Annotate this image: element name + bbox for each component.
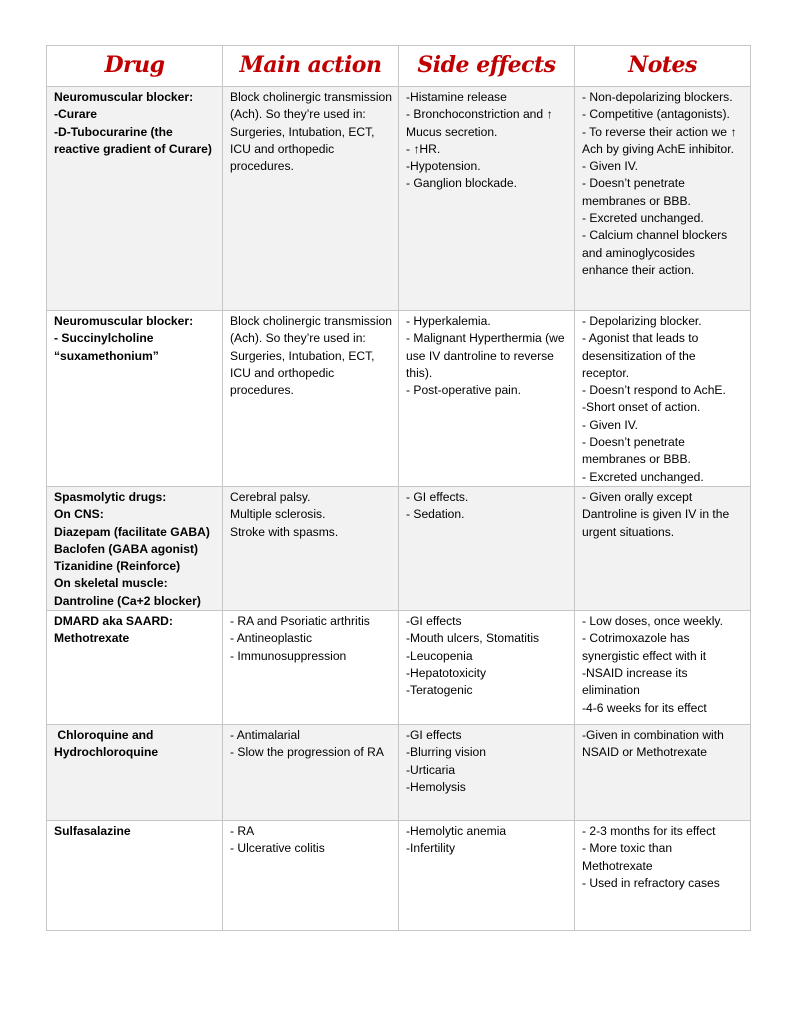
side-effects-cell	[399, 821, 575, 931]
side-effects-cell	[399, 725, 575, 821]
header-drug: Drug	[47, 46, 223, 87]
cell-line: -Teratogenic	[406, 683, 473, 698]
cell-line: - GI effects.	[406, 489, 469, 504]
cell-line: - Antineoplastic	[230, 631, 313, 646]
notes-cell	[575, 87, 751, 311]
cell-line: -Infertility	[406, 841, 456, 856]
cell-line: - Ganglion blockade.	[406, 176, 517, 191]
cell-line: -Curare	[54, 107, 98, 122]
cell-line: -Leucopenia	[406, 648, 473, 663]
cell-line: -NSAID increase its elimination	[582, 665, 691, 698]
cell-line: Surgeries, Intubation, ECT, ICU and orthopedic procedures.	[230, 348, 378, 398]
drug-cell	[47, 311, 223, 487]
cell-line: -Urticaria	[406, 762, 456, 777]
cell-line: -Hemolytic anemia	[406, 824, 507, 839]
cell-line: - Antimalarial	[230, 728, 300, 743]
cell-line: On skeletal muscle:	[54, 576, 168, 591]
cell-line: Spasmolytic drugs:	[54, 489, 167, 504]
header-side-effects: Side effects	[399, 46, 575, 87]
main-action-cell	[223, 311, 399, 487]
notes-cell	[575, 821, 751, 931]
side-effects-cell	[399, 611, 575, 725]
cell-line: - Sedation.	[406, 507, 465, 522]
drug-cell	[47, 821, 223, 931]
cell-line: - Doesn’t penetrate membranes or BBB.	[582, 435, 691, 467]
cell-line: Stroke with spasms.	[230, 524, 339, 539]
cell-line: -GI effects	[406, 614, 462, 629]
side-effects-cell	[399, 486, 575, 610]
cell-line: Neuromuscular blocker:	[54, 90, 194, 104]
main-action-cell	[223, 821, 399, 931]
side-effects-cell	[399, 311, 575, 487]
table-row	[47, 311, 751, 487]
cell-line: - Excreted unchanged.	[582, 469, 704, 484]
cell-line: Diazepam (facilitate GABA)	[54, 524, 210, 539]
cell-line: - 2-3 months for its effect	[582, 824, 716, 839]
header-row	[47, 46, 751, 87]
header-main-action: Main action	[223, 46, 399, 87]
cell-line: -Blurring vision	[406, 745, 486, 760]
header-notes: Notes	[575, 46, 751, 87]
drug-cell	[47, 87, 223, 311]
notes-cell	[575, 486, 751, 610]
cell-line: Dantroline (Ca+2 blocker)	[54, 593, 201, 608]
cell-line: Neuromuscular blocker:	[54, 314, 194, 328]
cell-line: Sulfasalazine	[54, 824, 131, 839]
cell-line: - RA	[230, 824, 255, 839]
table-body	[47, 87, 751, 931]
cell-line: - Hyperkalemia.	[406, 314, 491, 328]
cell-line: -Mouth ulcers, Stomatitis	[406, 631, 540, 646]
cell-line: - Malignant Hyperthermia (we use IV dantroline to reverse this).	[406, 331, 568, 380]
table-row	[47, 725, 751, 821]
cell-line: - Low doses, once weekly.	[582, 614, 723, 629]
cell-line: - Given orally except Dantroline is given IV in the urgent situations.	[582, 489, 733, 539]
cell-line: - ↑HR.	[406, 141, 441, 156]
cell-line: - Agonist that leads to desensitization of the receptor.	[582, 331, 702, 380]
notes-cell	[575, 311, 751, 487]
cell-line: - Excreted unchanged.	[582, 211, 704, 226]
cell-line: DMARD aka SAARD:	[54, 614, 173, 629]
cell-line: - Depolarizing blocker.	[582, 314, 702, 328]
cell-line: - Post-operative pain.	[406, 383, 521, 398]
cell-line: Surgeries, Intubation, ECT, ICU and orthopedic procedures.	[230, 124, 378, 174]
side-effects-cell	[399, 87, 575, 311]
cell-line: -GI effects	[406, 728, 462, 743]
cell-line: - Doesn’t respond to AchE.	[582, 383, 726, 398]
cell-line: -4-6 weeks for its effect	[582, 700, 707, 715]
cell-line: - Calcium channel blockers and aminoglycosides enhance their action.	[582, 228, 731, 277]
cell-line: - Cotrimoxazole has synergistic effect with it	[582, 631, 707, 663]
cell-line: - Doesn’t penetrate membranes or BBB.	[582, 176, 691, 208]
drug-cell	[47, 725, 223, 821]
cell-line: Methotrexate	[54, 631, 130, 646]
cell-line: -Histamine release	[406, 90, 507, 104]
main-action-cell	[223, 486, 399, 610]
cell-line: - Succinylcholine “suxamethonium”	[54, 331, 159, 363]
cell-line: Tizanidine (Reinforce)	[54, 559, 181, 574]
cell-line: - Ulcerative colitis	[230, 841, 325, 856]
notes-cell	[575, 611, 751, 725]
cell-line: - Slow the progression of RA	[230, 745, 384, 760]
cell-line: -Given in combination with NSAID or Methotrexate	[582, 728, 728, 760]
cell-line: - Bronchoconstriction and ↑ Mucus secretion.	[406, 107, 556, 139]
notes-cell	[575, 725, 751, 821]
drug-cell	[47, 611, 223, 725]
main-action-cell	[223, 725, 399, 821]
cell-line: - Non-depolarizing blockers.	[582, 90, 733, 104]
cell-line: - RA and Psoriatic arthritis	[230, 614, 370, 629]
cell-line: -Hypotension.	[406, 159, 481, 174]
table-row	[47, 821, 751, 931]
cell-line: Block cholinergic transmission (Ach). So they’re used in:	[230, 314, 396, 346]
cell-line: Multiple sclerosis.	[230, 507, 326, 522]
cell-line: Block cholinergic transmission (Ach). So they’re used in:	[230, 90, 396, 122]
cell-line: On CNS:	[54, 507, 104, 522]
drug-cell	[47, 486, 223, 610]
table-row	[47, 87, 751, 311]
main-action-cell	[223, 611, 399, 725]
cell-line: -Short onset of action.	[582, 400, 701, 415]
drug-table	[46, 45, 751, 931]
cell-line: - Used in refractory cases	[582, 875, 720, 890]
table-row	[47, 611, 751, 725]
table-row	[47, 486, 751, 610]
cell-line: -D-Tubocurarine (the reactive gradient of Curare)	[54, 124, 212, 156]
main-action-cell	[223, 87, 399, 311]
cell-line: - Immunosuppression	[230, 648, 347, 663]
cell-line: - Given IV.	[582, 159, 639, 174]
cell-line: Chloroquine and Hydrochloroquine	[54, 728, 159, 760]
cell-line: -Hemolysis	[406, 779, 466, 794]
cell-line: - Competitive (antagonists).	[582, 107, 730, 122]
cell-line: Baclofen (GABA agonist)	[54, 541, 199, 556]
cell-line: Cerebral palsy.	[230, 489, 311, 504]
cell-line: - Given IV.	[582, 417, 639, 432]
cell-line: -Hepatotoxicity	[406, 665, 486, 680]
cell-line: - To reverse their action we ↑ Ach by giving AchE inhibitor.	[582, 124, 740, 156]
cell-line: - More toxic than Methotrexate	[582, 841, 676, 873]
